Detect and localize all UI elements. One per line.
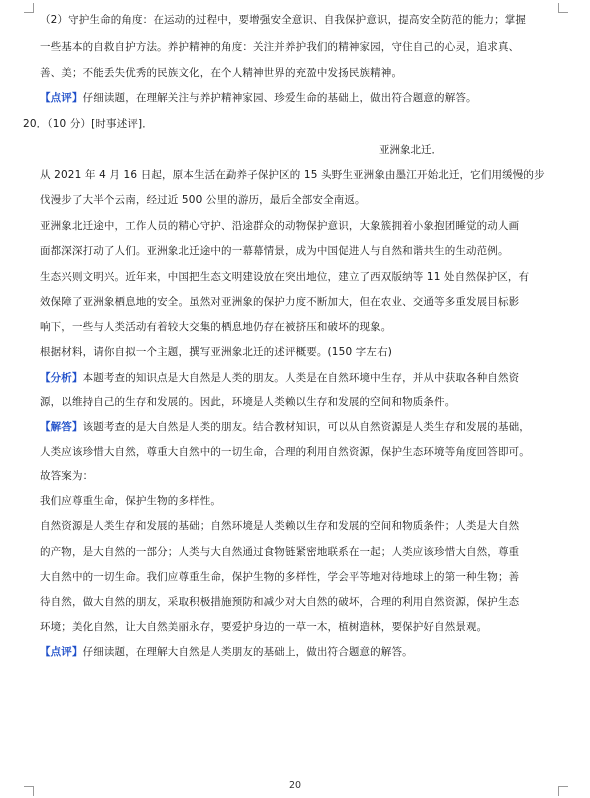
answer-body-line: 自然资源是人类生存和发展的基础；自然环境是人类赖以生存和发展的空间和物质条件；人类是大自然 xyxy=(40,520,520,532)
solution-line: 人类应该珍惜大自然，尊重大自然中的一切生命，合理的利用自然资源，保护生态环境等角度回答即可。 xyxy=(40,446,530,458)
page-number: 20 xyxy=(288,780,302,791)
final-comment xyxy=(40,645,560,659)
answer-theme: 我们应尊重生命，保护生物的多样性。 xyxy=(40,495,222,507)
answer-label: 故答案为： xyxy=(40,470,94,482)
analysis-tag: 【分析】 xyxy=(40,372,83,384)
material-paragraph-line: 效保障了亚洲象栖息地的安全。虽然对亚洲象的保护力度不断加大，但在农业、交通等多重发展目标影 xyxy=(40,296,520,308)
prev-answer-line: 善、美；不能丢失优秀的民族文化，在个人精神世界的充盈中发扬民族精神。 xyxy=(40,67,403,79)
prev-answer-line: 一些基本的自救自护方法。养护精神的角度：关注并养护我们的精神家园，守住自己的心灵，追求真、 xyxy=(40,41,520,53)
comment-text: 仔细读题，在理解关注与养护精神家园、珍爱生命的基础上，做出符合题意的解答。 xyxy=(82,92,477,104)
solution-line: 【解答】该题考查的是大自然是人类的朋友。结合教材知识，可以从自然资源是人类生存和发展的基础， xyxy=(40,421,530,433)
material-title: 亚洲象北迁． xyxy=(379,144,442,156)
material-paragraph-line: 从 2021 年 4 月 16 日起，原本生活在勐养子保护区的 15 头野生亚洲象由墨江开始北迁，它们用缓慢的步 xyxy=(40,169,545,181)
answer-body-line: 待自然，做大自然的朋友，采取积极措施预防和减少对大自然的破坏，合理的利用自然资源，保护生态 xyxy=(40,596,520,608)
material-paragraph-line: 生态兴则文明兴。近年来，中国把生态文明建设放在突出地位，建立了西双版纳等 11 处自然保护区，有 xyxy=(40,271,530,283)
material-paragraph-line: 响下，一些与人类活动有着较大交集的栖息地仍存在被挤压和破坏的现象。 xyxy=(40,321,392,333)
comment-tag: 【点评】 xyxy=(40,92,83,104)
answer-body-line: 的产物，是大自然的一部分；人类与大自然通过食物链紧密地联系在一起；人类应该珍惜大自然，尊重 xyxy=(40,546,520,558)
comment-tag: 【点评】 xyxy=(40,646,83,658)
question-prompt: 根据材料，请你自拟一个主题，撰写亚洲象北迁的述评概要。(150 字左右) xyxy=(40,346,392,358)
material-paragraph-line: 面都深深打动了人们。亚洲象北迁途中的一幕幕情景，成为中国促进人与自然和谐共生的生动范例。 xyxy=(40,245,509,257)
answer-body-line: 环境；美化自然，让大自然美丽永存，要爱护身边的一草一木，植树造林，要保护好自然景观。 xyxy=(40,621,488,633)
analysis-line: 【分析】本题考查的知识点是大自然是人类的朋友。人类是在自然环境中生存，并从中获取各种自然资 xyxy=(40,372,520,384)
prev-comment xyxy=(40,91,560,105)
material-paragraph-line: 亚洲象北迁途中，工作人员的精心守护、沿途群众的动物保护意识，大象簇拥着小象抱团睡觉的动人画 xyxy=(40,220,520,232)
crop-mark-top-right xyxy=(558,3,568,13)
question-header: 20．（10 分）[时事述评]． xyxy=(23,118,153,130)
answer-body-line: 大自然中的一切生命。我们应尊重生命，保护生物的多样性，学会平等地对待地球上的第一种生物；善 xyxy=(40,571,520,583)
material-paragraph-line: 伐漫步了大半个云南，经过近 500 公里的游历，最后全部安全南返。 xyxy=(40,194,366,206)
prev-answer-line: （2）守护生命的角度：在运动的过程中，要增强安全意识、自我保护意识，提高安全防范的能力；掌握 xyxy=(40,14,527,26)
analysis-line: 源，以维持自己的生存和发展的。因此，环境是人类赖以生存和发展的空间和物质条件。 xyxy=(40,396,456,408)
crop-mark-top-left xyxy=(24,3,34,13)
solution-tag: 【解答】 xyxy=(40,421,83,433)
comment-text: 仔细读题，在理解大自然是人类朋友的基础上，做出符合题意的解答。 xyxy=(82,646,413,658)
